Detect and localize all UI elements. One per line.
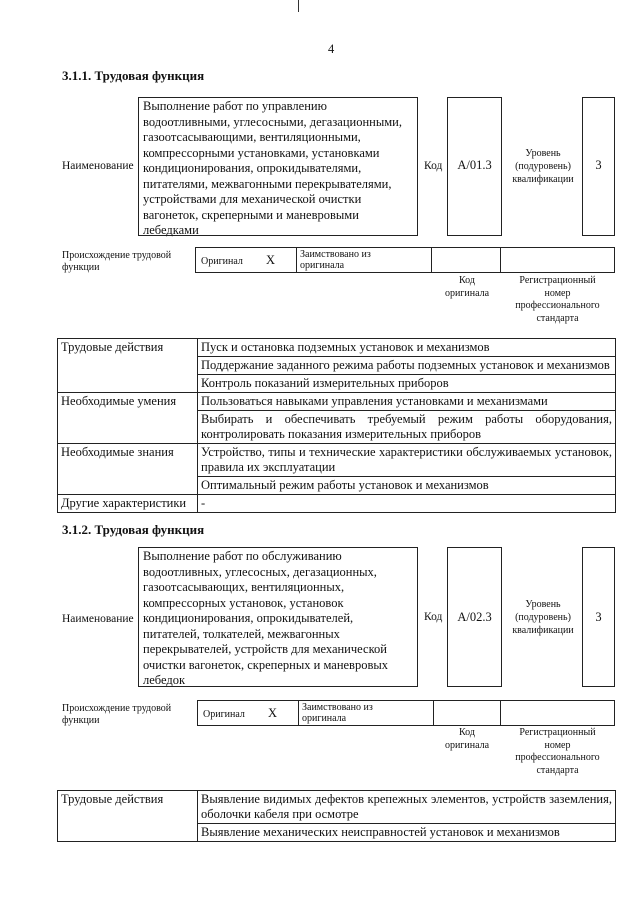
level-value: 3: [595, 158, 602, 172]
row-item: Пуск и остановка подземных установок и механизмов: [198, 339, 616, 357]
row-label: Необходимые знания: [58, 444, 198, 495]
top-edge-line: [298, 0, 299, 12]
original-label: Оригинал: [203, 709, 245, 720]
row-item: Пользоваться навыками управления установками и механизмами: [198, 393, 616, 411]
registration-number-label: Регистрационный номер профессионального стандарта: [515, 727, 600, 776]
level-value: 3: [595, 610, 602, 624]
row-label: Другие характеристики: [58, 495, 198, 513]
row-item: Поддержание заданного режима работы подземных установок и механизмов: [198, 357, 616, 375]
row-item: Оптимальный режим работы установок и механизмов: [198, 477, 616, 495]
original-mark: X: [266, 253, 276, 267]
code-label: Код: [424, 160, 443, 172]
qualification-level-label: Уровень (подуровень) квалификации: [512, 148, 574, 185]
table-row: [58, 393, 616, 411]
row-label: Трудовые действия: [58, 339, 198, 393]
table-row: [58, 791, 616, 824]
labor-functions-table: [57, 790, 616, 842]
table-row: [58, 495, 616, 513]
name-label: Наименование: [62, 613, 134, 625]
row-label: Трудовые действия: [58, 791, 198, 842]
origin-row: [197, 700, 615, 726]
origin-label: Происхождение трудовой функции: [62, 250, 172, 273]
row-item: Выявление видимых дефектов крепежных элементов, устройств заземления, оболочки кабеля при осмотре: [198, 791, 616, 824]
code-label: Код: [424, 611, 443, 623]
labor-functions-table: [57, 338, 616, 513]
function-name-box: [138, 97, 418, 236]
code-original-label: Код оригинала: [444, 275, 490, 299]
function-name-text: Выполнение работ по управлению водоотливными, углесосными, дегазационными, газоотсасывающими, вентиляционными, компрессорными установками, установками кондиционирования, опрокидывателями, питателями, межвагонными перекрывателями, устройствами для механической очистки вагонеток, скреперными и маневровыми лебедками: [143, 99, 402, 237]
section-heading: 3.1.2. Трудовая функция: [62, 522, 205, 537]
name-label: Наименование: [62, 160, 134, 172]
code-value: A/02.3: [457, 610, 492, 624]
origin-row: [195, 247, 615, 273]
borrowed-label: Заимствовано из оригинала: [302, 702, 373, 724]
original-mark: X: [268, 706, 278, 720]
table-row: [58, 339, 616, 357]
row-item: -: [198, 495, 616, 513]
code-value: A/01.3: [457, 158, 492, 172]
row-item: Контроль показаний измерительных приборов: [198, 375, 616, 393]
code-box: [447, 97, 502, 236]
row-item: Устройство, типы и технические характеристики обслуживаемых установок, правила их эксплуатации: [198, 444, 616, 477]
function-name-text: Выполнение работ по обслуживанию водоотливных, углесосных, дегазационных, газоотсасывающих, вентиляционных, компрессорных установок, установок кондиционирования, опрокидывателей, питателей, толкателей, межвагонных перекрывателей, устройств для механической очистки вагонеток, скреперных и маневровых лебедок: [143, 549, 389, 687]
level-box: [582, 97, 615, 236]
original-label: Оригинал: [201, 256, 243, 267]
code-original-label: Код оригинала: [444, 727, 490, 751]
level-box: [582, 547, 615, 687]
qualification-level-label: Уровень (подуровень) квалификации: [512, 599, 574, 636]
origin-label: Происхождение трудовой функции: [62, 703, 172, 726]
row-label: Необходимые умения: [58, 393, 198, 444]
borrowed-label: Заимствовано из оригинала: [300, 249, 371, 271]
code-box: [447, 547, 502, 687]
section-heading: 3.1.1. Трудовая функция: [62, 68, 205, 83]
registration-number-label: Регистрационный номер профессионального стандарта: [515, 275, 600, 324]
row-item: Выбирать и обеспечивать требуемый режим работы оборудования, контролировать показания измерительных приборов: [198, 411, 616, 444]
table-row: [58, 444, 616, 477]
function-name-box: [138, 547, 418, 687]
page-number: 4: [328, 42, 335, 56]
row-item: Выявление механических неисправностей установок и механизмов: [198, 824, 616, 842]
